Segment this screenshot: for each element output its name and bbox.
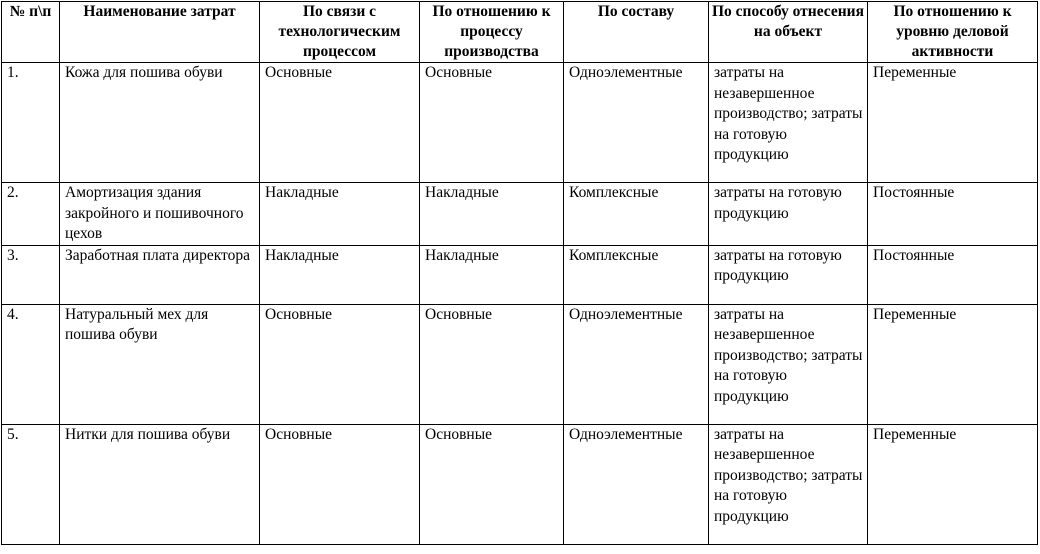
column-header-number: № п\п — [2, 2, 60, 63]
cell-process-relation: Основные — [420, 304, 564, 424]
cell-allocation: затраты на незавершенное производство; затраты на готовую продукцию — [709, 424, 868, 544]
cell-activity-level: Постоянные — [868, 245, 1038, 304]
cell-cost-name: Натуральный мех для пошива обуви — [60, 304, 260, 424]
cell-tech-relation: Основные — [260, 63, 420, 183]
cell-tech-relation: Накладные — [260, 183, 420, 246]
cell-tech-relation: Основные — [260, 424, 420, 544]
cell-tech-relation: Накладные — [260, 245, 420, 304]
cell-process-relation: Накладные — [420, 245, 564, 304]
table-row — [2, 304, 1038, 424]
table-row — [2, 424, 1038, 544]
table-row — [2, 63, 1038, 183]
cell-cost-name: Нитки для пошива обуви — [60, 424, 260, 544]
cell-cost-name: Амортизация здания закройного и пошивочного цехов — [60, 183, 260, 246]
column-header-allocation: По способу отнесения на объект — [709, 2, 868, 63]
cell-composition: Комплексные — [564, 245, 709, 304]
cell-number: 3. — [2, 245, 60, 304]
cell-allocation: затраты на готовую продукцию — [709, 245, 868, 304]
column-header-cost-name: Наименование затрат — [60, 2, 260, 63]
column-header-activity-level: По отношению к уровню деловой активности — [868, 2, 1038, 63]
table-row — [2, 245, 1038, 304]
cell-cost-name: Заработная плата директора — [60, 245, 260, 304]
cell-process-relation: Накладные — [420, 183, 564, 246]
cell-activity-level: Постоянные — [868, 183, 1038, 246]
cell-composition: Одноэлементные — [564, 304, 709, 424]
cell-tech-relation: Основные — [260, 304, 420, 424]
cell-number: 2. — [2, 183, 60, 246]
cell-activity-level: Переменные — [868, 63, 1038, 183]
cell-process-relation: Основные — [420, 424, 564, 544]
cell-number: 1. — [2, 63, 60, 183]
table-header-row — [2, 2, 1038, 63]
cell-composition: Одноэлементные — [564, 63, 709, 183]
column-header-tech-relation: По связи с технологическим процессом — [260, 2, 420, 63]
cell-cost-name: Кожа для пошива обуви — [60, 63, 260, 183]
cell-allocation: затраты на готовую продукцию — [709, 183, 868, 246]
column-header-process-relation: По отношению к процессу производства — [420, 2, 564, 63]
cell-allocation: затраты на незавершенное производство; затраты на готовую продукцию — [709, 304, 868, 424]
cell-allocation: затраты на незавершенное производство; затраты на готовую продукцию — [709, 63, 868, 183]
cell-process-relation: Основные — [420, 63, 564, 183]
cell-composition: Комплексные — [564, 183, 709, 246]
cell-activity-level: Переменные — [868, 304, 1038, 424]
column-header-composition: По составу — [564, 2, 709, 63]
table-row — [2, 183, 1038, 246]
cost-classification-table — [1, 1, 1038, 545]
cell-activity-level: Переменные — [868, 424, 1038, 544]
cell-number: 5. — [2, 424, 60, 544]
cell-composition: Одноэлементные — [564, 424, 709, 544]
cell-number: 4. — [2, 304, 60, 424]
